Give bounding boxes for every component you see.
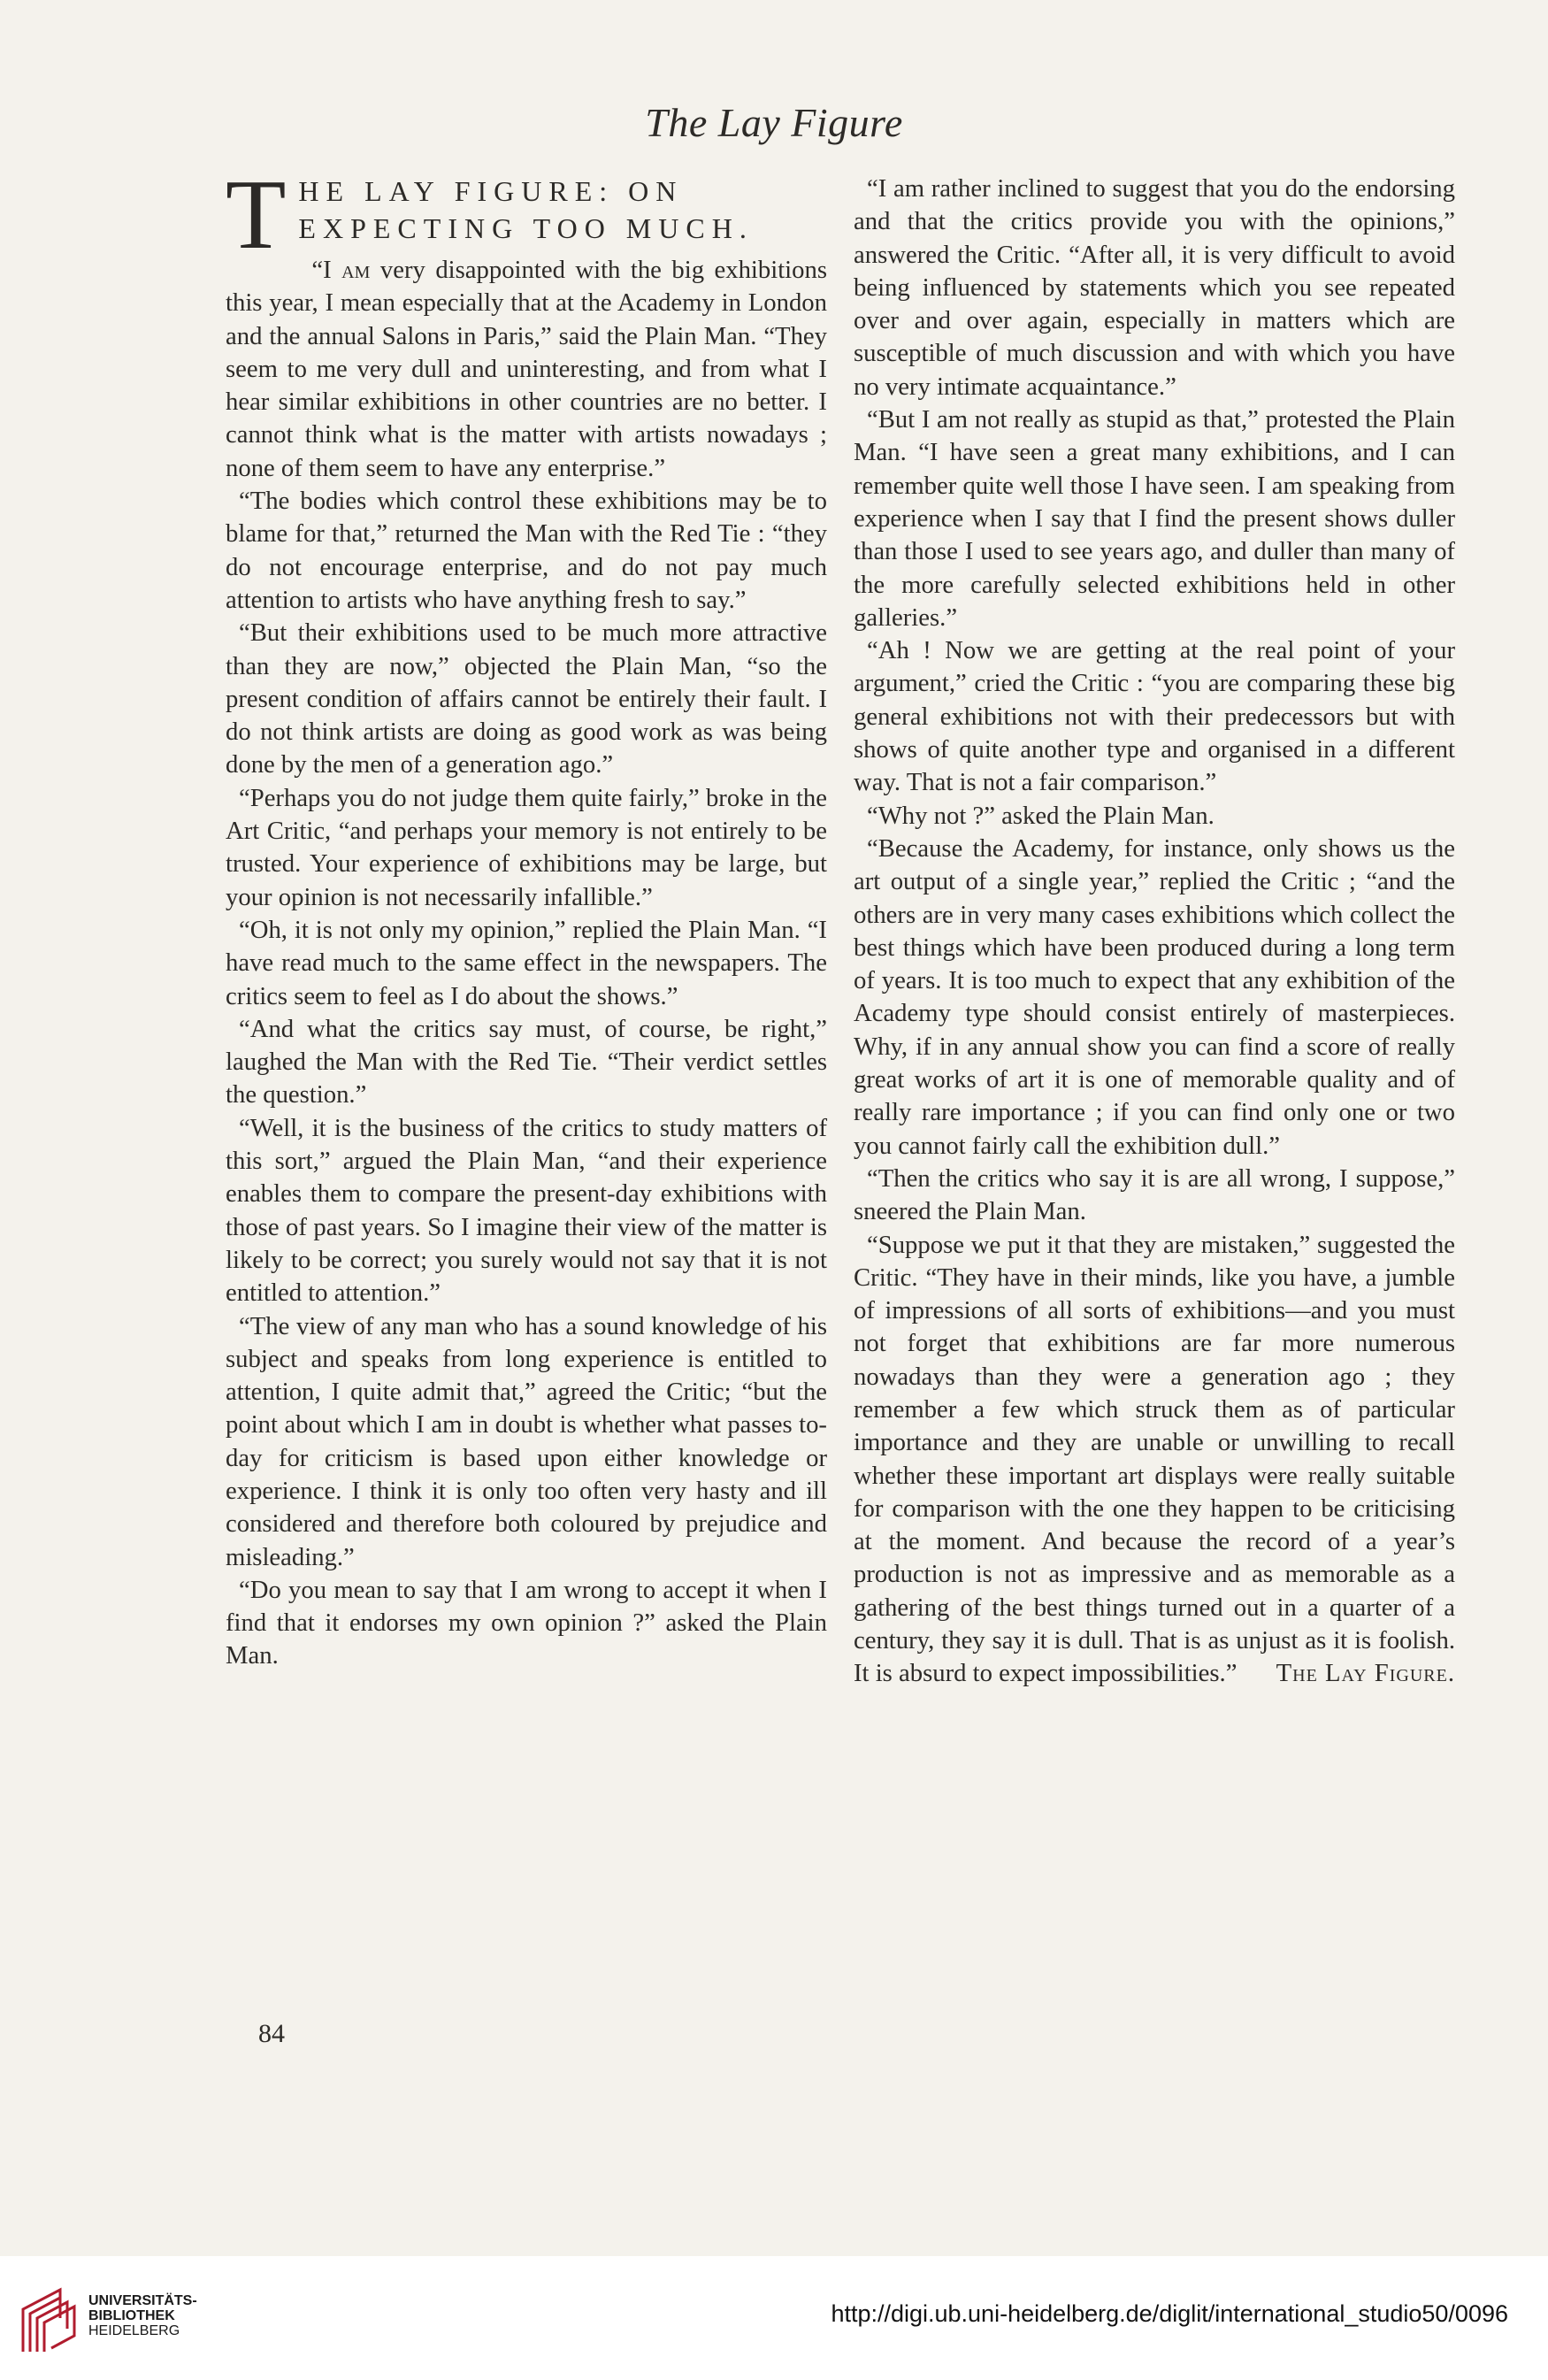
library-name [88,2293,197,2338]
signature: The Lay Figure. [1276,1659,1455,1688]
library-name-line: BIBLIOTHEK [88,2308,175,2323]
paragraph: “Well, it is the business of the critics to study matters of this sort,” argued the Plain Man, “and their experience enables them to compare the present-day exhibitions with those of past years. So I imagine their view of the matter is likely to be correct; you surely would not say that it is not entitled to attention.” [226,1113,827,1308]
library-logo-icon [16,2283,90,2357]
right-column [854,173,1455,1691]
paragraph: “I am rather inclined to suggest that you do the endorsing and that the critics provide you with the opinions,” answered the Critic. “After all, it is very difficult to avoid being influenced by statements which you see repeated over and over again, especially in matters which are susceptible of much discussion and with which you have no very intimate acquaintance.” [854,174,1455,401]
running-header: The Lay Figure [645,100,903,145]
first-paragraph-lead: I am [323,256,371,284]
paragraph: “But their exhibitions used to be much more attractive than they are now,” objected the Plain Man, “so the present condition of affairs cannot be entirely their fault. I do not think artists are doing as good work as was being done by the men of a generation ago.” [226,618,827,779]
paragraph: “And what the critics say must, of course, be right,” laughed the Man with the Red Tie. “Their verdict settles the question.” [226,1014,827,1109]
paragraph: “Ah ! Now we are getting at the real point of your argument,” cried the Critic : “you are comparing these big general exhibitions not with their predecessors but with shows of quite another type and organised in a different way. That is not a fair comparison.” [854,636,1455,797]
first-paragraph: “I am very disappointed with the big exhibitions this year, I mean especially that at the Academy in London and the annual Salons in Paris,” said the Plain Man. “They seem to me very dull and uninteresting, and from what I hear similar exhibitions in other countries are no better. I cannot think what is the matter with artists nowadays ; none of them seem to have any enterprise.” [226,256,827,482]
footer [0,2256,1548,2380]
paragraph: “Perhaps you do not judge them quite fairly,” broke in the Art Critic, “and perhaps your memory is not entirely to be trusted. Your experience of exhibitions may be large, but your opinion is not necessarily infallible.” [226,783,827,911]
library-name-line: UNIVERSITÄTS- [88,2293,197,2308]
paragraph: “Do you mean to say that I am wrong to accept it when I find that it endorses my own opinion ?” asked the Plain Man. [226,1575,827,1670]
first-paragraph-text: very disappointed with the big exhibitions this year, I mean especially that at the Academy in London and the annual Salons in Paris,” said the Plain Man. “They seem to me very dull and uninteresting, and from what I hear similar exhibitions in other countries are no better. I cannot think what is the matter with artists nowadays ; none of them seem to have any enterprise.” [226,256,827,482]
title-text: HE LAY FIGURE: ON EXPECTING TOO MUCH. [298,175,754,244]
paragraph: “But I am not really as stupid as that,” protested the Plain Man. “I have seen a great many exhibitions, and I can remember quite well those I have seen. I am speaking from experience when I say that I find the present shows duller than those I used to see years ago, and duller than many of the more carefully selected exhibitions held in other galleries.” [854,405,1455,632]
paragraph: “The bodies which control these exhibitions may be to blame for that,” returned the Man with the Red Tie : “they do not encourage enterprise, and do not pay much attention to artists who have anything fresh to say.” [226,487,827,614]
paragraph: “Because the Academy, for instance, only shows us the art output of a single year,” replied the Critic ; “and the others are in very many cases exhibitions which collect the best things which have been produced during a long term of years. It is too much to expect that any exhibition of the Academy type should consist entirely of masterpieces. Why, if in any annual show you can find a score of really great works of art it is one of memorable quality and of really rare importance ; if you can find only one or two you cannot fairly call the exhibition dull.” [854,833,1455,1160]
left-column [226,160,827,1673]
source-url-link[interactable]: http://digi.ub.uni-heidelberg.de/diglit/international_studio50/0096 [831,2300,1508,2327]
drop-cap: T [226,160,287,270]
paragraph [854,1229,1455,1691]
paragraph: “The view of any man who has a sound knowledge of his subject and speaks from long experience is entitled to attention, I quite admit that,” agreed the Critic; “but the point about which I am in doubt is whether what passes to-day for criticism is based upon either knowledge or experience. I think it is only too often very hasty and ill considered and therefore both coloured by prejudice and misleading.” [226,1311,827,1571]
paragraph: “Why not ?” asked the Plain Man. [867,801,1215,830]
page-number: 84 [258,2019,285,2048]
paragraph: “Then the critics who say it is are all wrong, I suppose,” sneered the Plain Man. [854,1163,1455,1226]
paragraph-text: “Suppose we put it that they are mistaken,” suggested the Critic. “They have in their minds, like you have, a jumble of impressions of all sorts of exhibitions—and you must not forget that exhibitions are far more numerous nowadays than they were a generation ago ; they remember a few which struck them as of particular importance and they are unable or unwilling to recall whether these important art displays were really suitable for comparison with the one they happen to be criticising at the moment. And because the record of a year’s production is not as impressive and as memorable as a gathering of the best things turned out in a quarter of a century, they say it is dull. That is as unjust as it is foolish. It is absurd to expect impossibilities.” [854,1230,1455,1688]
paragraph: “Oh, it is not only my opinion,” replied the Plain Man. “I have read much to the same effect in the newspapers. The critics seem to feel as I do about the shows.” [226,915,827,1010]
library-name-line: HEIDELBERG [88,2323,180,2338]
